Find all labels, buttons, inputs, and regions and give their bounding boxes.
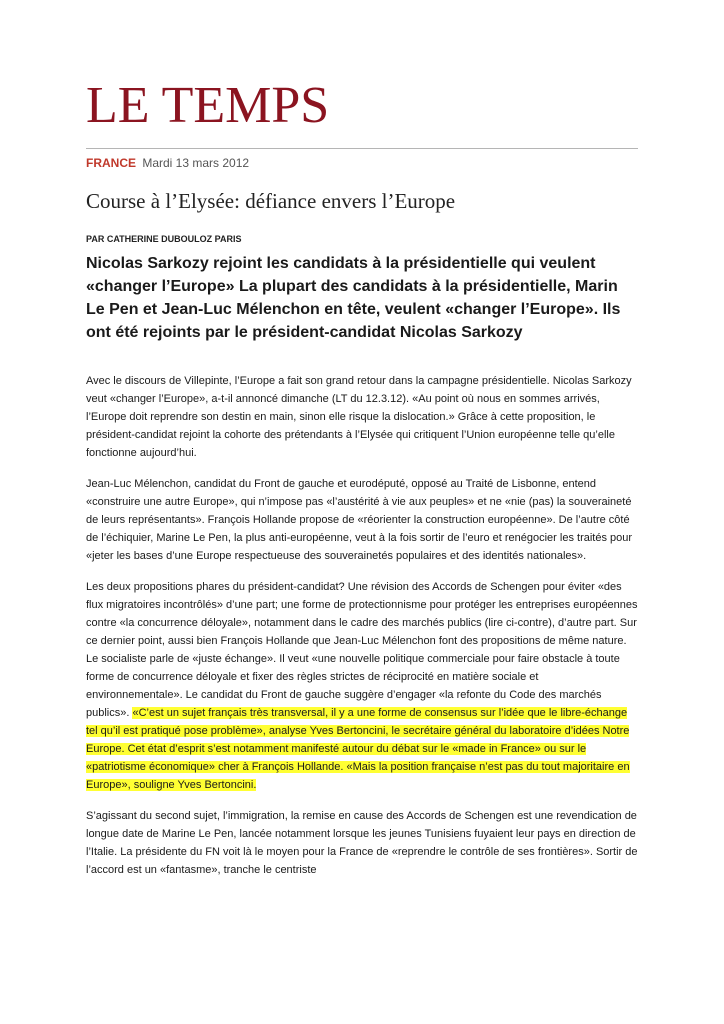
paragraph-2: Jean-Luc Mélenchon, candidat du Front de gauche et eurodéputé, opposé au Traité de Lisbonne, entend «construire une autre Europe», qui n’impose pas «l’austérité à vie aux peuples» et ne «nie (pas) la souveraineté de leurs représentants». François Hollande propose de «réorienter la construction européenne». De l’autre côté de l’échiquier, Marine Le Pen, la plus anti-européenne, veut à la fois sortir de l’euro et renégocier les traités pour «jeter les bases d’une Europe respectueuse des souverainetés populaires et des identités nationales».: [86, 478, 633, 562]
newspaper-masthead: LE TEMPS: [86, 77, 330, 134]
article-byline: PAR CATHERINE DUBOULOZ PARIS: [86, 234, 242, 244]
paragraph-3-text: Les deux propositions phares du président-candidat? Une révision des Accords de Schengen pour éviter «des flux migratoires incontrôlés» d’une part; une forme de protectionnisme pour protéger les entreprises européennes contre «la concurrence déloyale», notamment dans le cadre des marchés publics (lire ci-contre), d’autre part. Sur ce dernier point, aussi bien François Hollande que Jean-Luc Mélenchon font des propositions de même nature. Le socialiste parle de «juste échange». Il veut «une nouvelle politique commerciale pour faire obstacle à toute forme de concurrence déloyale et fixer des règles strictes de réciprocité en matière sociale et environnementale». Le candidat du Front de gauche suggère d’engager «la refonte du Code des marchés publics».: [86, 581, 638, 719]
header-divider: [86, 148, 638, 149]
article-body: [86, 372, 638, 892]
publication-date: Mardi 13 mars 2012: [142, 156, 250, 170]
paragraph-3: [86, 578, 638, 794]
article-headline: Course à l’Elysée: défiance envers l’Europe: [86, 189, 456, 213]
section-label: FRANCE: [86, 156, 136, 170]
article-lead: Nicolas Sarkozy rejoint les candidats à la présidentielle qui veulent «changer l’Europe» La plupart des candidats à la présidentielle, Marin Le Pen et Jean-Luc Mélenchon en tête, veulent «changer l’Europe». Ils ont été rejoints par le président-candidat Nicolas Sarkozy: [86, 255, 621, 341]
paragraph-1: Avec le discours de Villepinte, l’Europe a fait son grand retour dans la campagne présidentielle. Nicolas Sarkozy veut «changer l’Europe», a-t-il annoncé dimanche (LT du 12.3.12). «Au point où nous en sommes arrivés, l’Europe doit reprendre son destin en main, sinon elle risque la dislocation.» Grâce à cette proposition, le président-candidat rejoint la cohorte des prétendants à l’Elysée qui critiquent l’Union européenne telle qu’elle fonctionne aujourd’hui.: [86, 375, 632, 459]
highlighted-quote: «C’est un sujet français très transversal, il y a une forme de consensus sur l’idée que le libre-échange tel qu’il est pratiqué pose problème», analyse Yves Bertoncini, le secrétaire général du laboratoire d’idées Notre Europe. Cet état d’esprit s’est notamment manifesté autour du débat sur le «made in France» ou sur le «patriotisme économique» cher à François Hollande. «Mais la position française n’est pas du tout majoritaire en Europe», souligne Yves Bertoncini.: [86, 707, 630, 791]
paragraph-4: S’agissant du second sujet, l’immigration, la remise en cause des Accords de Schengen est une revendication de longue date de Marine Le Pen, lancée notamment lorsque les jeunes Tunisiens fuyaient leur pays en direction de l’Italie. La présidente du FN voit là le moyen pour la France de «reprendre le contrôle de ses frontières». Sortir de l’accord est un «fantasme», tranche le centriste: [86, 810, 638, 876]
dateline: [86, 155, 249, 171]
